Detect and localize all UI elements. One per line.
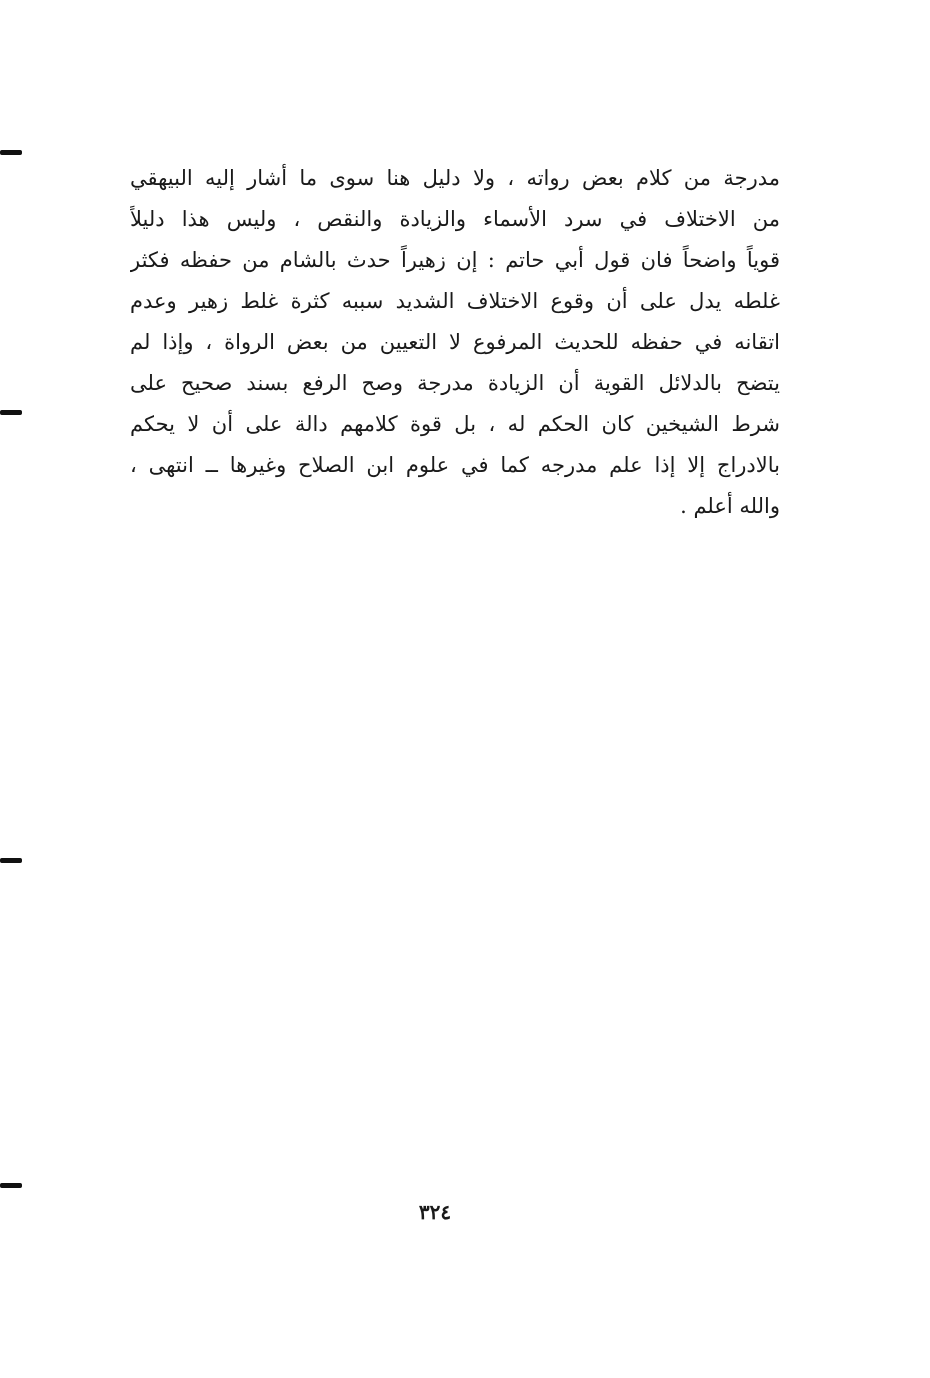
scan-margin-mark [0, 410, 22, 415]
text-line: مدرجة من كلام بعض رواته ، ولا دليل هنا سوى ما أشار إليه البيهقي [130, 166, 780, 190]
text-line: بالادراج إلا إذا علم مدرجه كما في علوم ابن الصلاح وغيرها ــ انتهى ، [130, 453, 780, 477]
text-line: شرط الشيخين كان الحكم له ، بل قوة كلامهم دالة على أن لا يحكم [130, 412, 780, 436]
text-line: قوياً واضحاً فان قول أبي حاتم : إن زهيراً حدث بالشام من حفظه فكثر [130, 248, 780, 272]
scan-margin-mark [0, 858, 22, 863]
text-line: غلطه يدل على أن وقوع الاختلاف الشديد سببه كثرة غلط زهير وعدم [130, 289, 780, 313]
scan-margin-mark [0, 1183, 22, 1188]
scan-margin-mark [0, 150, 22, 155]
body-text [130, 158, 780, 527]
page-number: ٣٢٤ [418, 1200, 452, 1224]
text-line: اتقانه في حفظه للحديث المرفوع لا التعيين من بعض الرواة ، وإذا لم [130, 330, 780, 354]
text-line: من الاختلاف في سرد الأسماء والزيادة والنقص ، وليس هذا دليلاً [130, 207, 780, 231]
text-line: يتضح بالدلائل القوية أن الزيادة مدرجة وصح الرفع بسند صحيح على [130, 371, 780, 395]
text-line: والله أعلم . [680, 494, 780, 518]
